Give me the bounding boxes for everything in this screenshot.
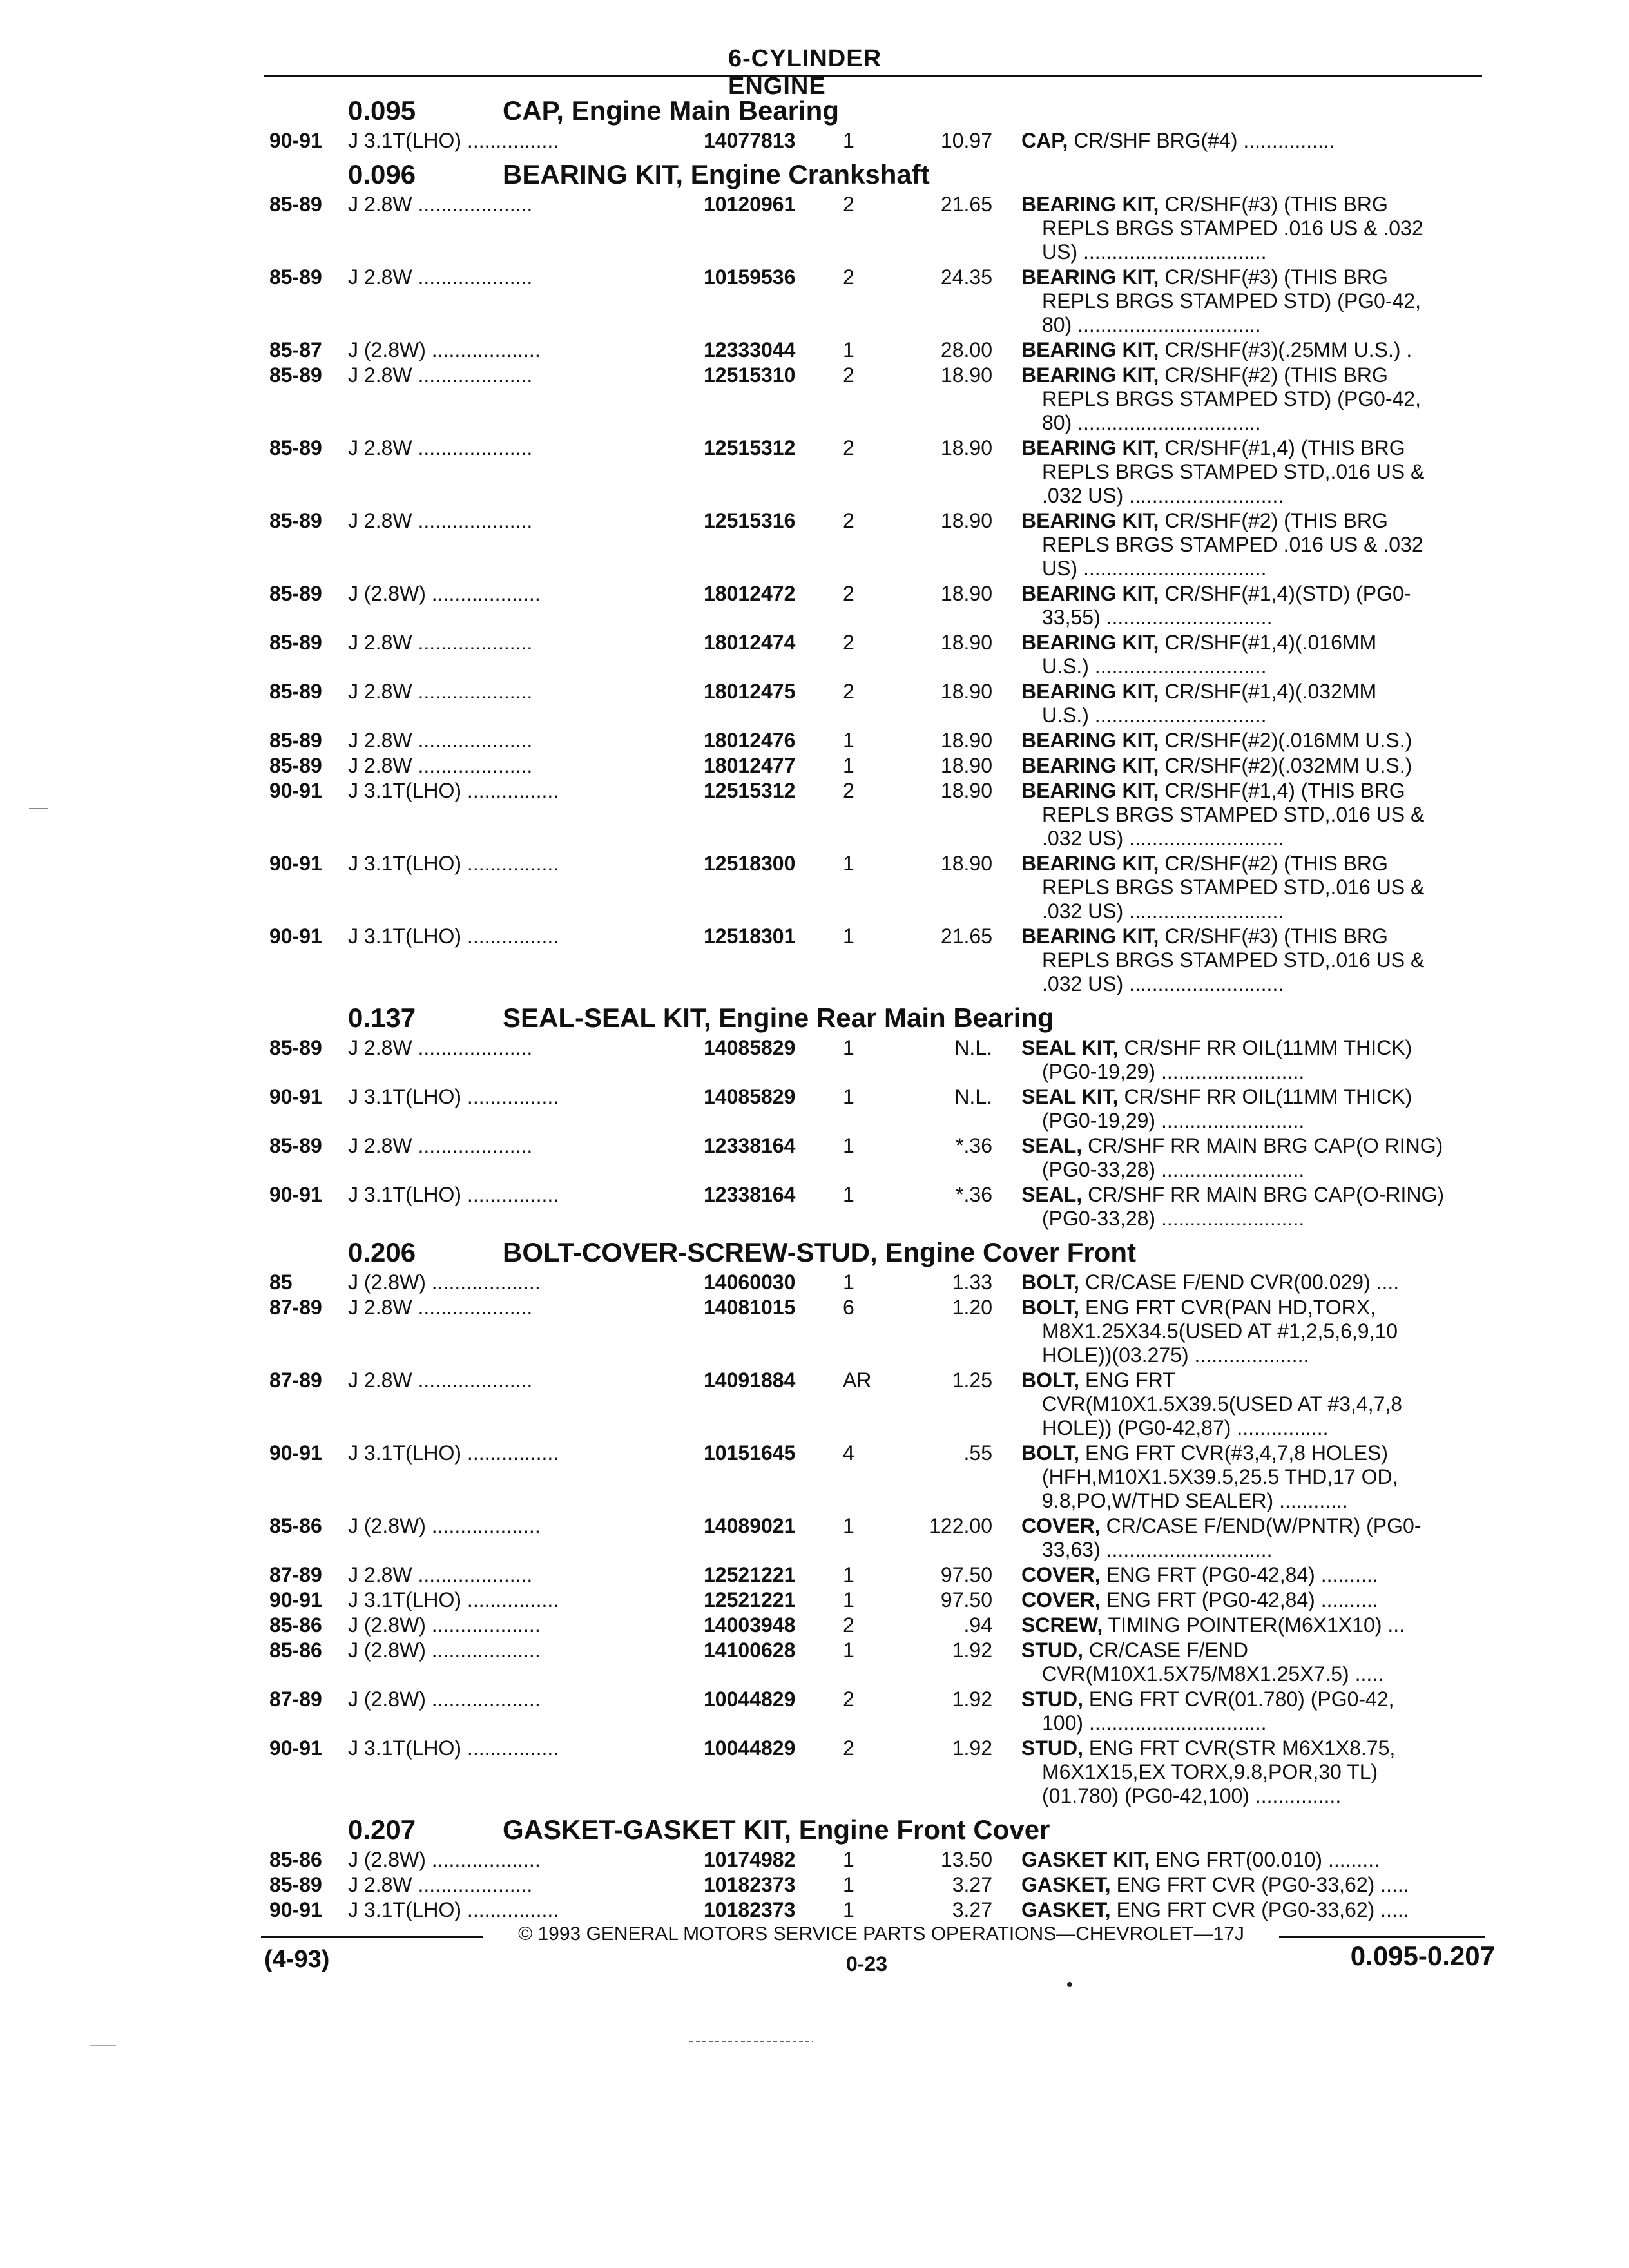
- part-number-cell: 18012475: [704, 680, 796, 703]
- part-number-cell: 12521221: [704, 1588, 796, 1611]
- quantity-cell: 1: [843, 338, 854, 361]
- description-part-name: SEAL,: [1021, 1134, 1083, 1157]
- description-text: ENG FRT CVR(STR M6X1X8.75,: [1083, 1736, 1396, 1760]
- description-text: HOLE))(03.275) ....................: [1042, 1343, 1309, 1367]
- model-cell: J 3.1T(LHO) ................: [348, 1085, 559, 1108]
- quantity-cell: 2: [843, 680, 854, 703]
- price-cell: 1.20: [952, 1296, 992, 1319]
- part-number-cell: 10044829: [704, 1736, 796, 1760]
- price-cell: 21.65: [940, 925, 992, 948]
- description-text: CR/SHF(#2)(.016MM U.S.): [1159, 729, 1412, 752]
- part-number-cell: 10120961: [704, 193, 796, 216]
- years-cell: 85-86: [269, 1613, 322, 1637]
- description-text: CR/SHF(#2)(.032MM U.S.): [1159, 754, 1412, 777]
- years-cell: 85-89: [269, 582, 322, 605]
- model-cell: J 2.8W ....................: [348, 265, 533, 289]
- description-part-name: SEAL,: [1021, 1183, 1083, 1206]
- description-part-name: BEARING KIT,: [1021, 729, 1159, 752]
- part-number-cell: 12515312: [704, 436, 796, 459]
- quantity-cell: 2: [843, 265, 854, 289]
- quantity-cell: 2: [843, 509, 854, 532]
- years-cell: 85: [269, 1271, 293, 1294]
- quantity-cell: 2: [843, 363, 854, 387]
- part-number-cell: 18012472: [704, 582, 796, 605]
- quantity-cell: 1: [843, 1873, 854, 1896]
- description-text: CR/SHF(#1,4)(.016MM: [1159, 631, 1377, 654]
- part-number-cell: 12518301: [704, 925, 796, 948]
- part-number-cell: 18012477: [704, 754, 796, 777]
- model-cell: J 2.8W ....................: [348, 631, 533, 654]
- description-text: ENG FRT CVR (PG0-33,62) .....: [1110, 1873, 1409, 1896]
- part-number-cell: 14091884: [704, 1369, 796, 1392]
- quantity-cell: 1: [843, 1848, 854, 1871]
- years-cell: 90-91: [269, 1085, 322, 1108]
- years-cell: 85-86: [269, 1848, 322, 1871]
- quantity-cell: 1: [843, 1514, 854, 1537]
- description-text: REPLS BRGS STAMPED STD) (PG0-42,: [1042, 289, 1421, 312]
- description-text: ENG FRT: [1079, 1369, 1175, 1392]
- model-cell: J 3.1T(LHO) ................: [348, 1183, 559, 1206]
- price-cell: 21.65: [940, 193, 992, 216]
- description-text: CR/SHF(#2) (THIS BRG: [1159, 852, 1388, 875]
- description-text: REPLS BRGS STAMPED .016 US & .032: [1042, 216, 1423, 240]
- model-cell: J 3.1T(LHO) ................: [348, 1736, 559, 1760]
- quantity-cell: 1: [843, 1036, 854, 1059]
- model-cell: J 2.8W ....................: [348, 193, 533, 216]
- description-part-name: BOLT,: [1021, 1441, 1080, 1465]
- part-number-cell: 10182373: [704, 1873, 796, 1896]
- description-text: REPLS BRGS STAMPED STD,.016 US &: [1042, 460, 1425, 483]
- description-part-name: BEARING KIT,: [1021, 363, 1159, 387]
- price-cell: 18.90: [940, 509, 992, 532]
- years-cell: 90-91: [269, 779, 322, 802]
- years-cell: 90-91: [269, 1588, 322, 1611]
- description-text: TIMING POINTER(M6X1X10) ...: [1103, 1613, 1405, 1637]
- description-part-name: COVER,: [1021, 1588, 1101, 1611]
- description-text: REPLS BRGS STAMPED STD,.016 US &: [1042, 803, 1425, 826]
- price-cell: 97.50: [940, 1563, 992, 1586]
- description-part-name: BEARING KIT,: [1021, 193, 1159, 216]
- price-cell: 10.97: [940, 129, 992, 152]
- years-cell: 85-89: [269, 509, 322, 532]
- description-text: US) ................................: [1042, 557, 1267, 580]
- description-text: CR/SHF(#1,4)(.032MM: [1159, 680, 1377, 703]
- description-text: CR/SHF(#2) (THIS BRG: [1159, 363, 1388, 387]
- description-part-name: BOLT,: [1021, 1296, 1080, 1319]
- model-cell: J 2.8W ....................: [348, 1369, 533, 1392]
- description-part-name: GASKET,: [1021, 1873, 1111, 1896]
- part-number-cell: 10151645: [704, 1441, 796, 1465]
- model-cell: J 2.8W ....................: [348, 1563, 533, 1586]
- model-cell: J 3.1T(LHO) ................: [348, 779, 559, 802]
- price-cell: 18.90: [940, 582, 992, 605]
- description-text: 33,63) .............................: [1042, 1538, 1273, 1561]
- years-cell: 90-91: [269, 1441, 322, 1465]
- price-cell: .94: [963, 1613, 992, 1637]
- description-text: CR/SHF(#3) (THIS BRG: [1159, 925, 1388, 948]
- years-cell: 90-91: [269, 1736, 322, 1760]
- price-cell: 18.90: [940, 779, 992, 802]
- description-text: M6X1X15,EX TORX,9.8,POR,30 TL): [1042, 1760, 1378, 1783]
- years-cell: 87-89: [269, 1296, 322, 1319]
- model-cell: J 2.8W ....................: [348, 436, 533, 459]
- years-cell: 85-89: [269, 265, 322, 289]
- quantity-cell: 2: [843, 631, 854, 654]
- description-part-name: BEARING KIT,: [1021, 509, 1159, 532]
- description-part-name: GASKET,: [1021, 1898, 1111, 1921]
- description-text: 80) ................................: [1042, 313, 1261, 336]
- description-part-name: CAP,: [1021, 129, 1068, 152]
- description-text: (PG0-33,28) .........................: [1042, 1207, 1305, 1230]
- description-text: 9.8,PO,W/THD SEALER) ............: [1042, 1489, 1348, 1512]
- section-title: SEAL-SEAL KIT, Engine Rear Main Bearing: [503, 1003, 1054, 1033]
- description-text: .032 US) ...........................: [1042, 484, 1284, 507]
- description-part-name: BEARING KIT,: [1021, 754, 1159, 777]
- model-cell: J (2.8W) ...................: [348, 1613, 541, 1637]
- part-number-cell: 12338164: [704, 1183, 796, 1206]
- description-text: CR/CASE F/END(W/PNTR) (PG0-: [1100, 1514, 1422, 1537]
- model-cell: J 2.8W ....................: [348, 729, 533, 752]
- quantity-cell: 2: [843, 436, 854, 459]
- description-text: CR/SHF(#2) (THIS BRG: [1159, 509, 1388, 532]
- price-cell: 18.90: [940, 729, 992, 752]
- description-text: .032 US) ...........................: [1042, 899, 1284, 923]
- description-text: CR/SHF(#3) (THIS BRG: [1159, 265, 1388, 289]
- part-number-cell: 12521221: [704, 1563, 796, 1586]
- part-number-cell: 12515312: [704, 779, 796, 802]
- description-part-name: SEAL KIT,: [1021, 1085, 1119, 1108]
- part-number-cell: 18012474: [704, 631, 796, 654]
- section-code: 0.207: [348, 1814, 416, 1845]
- description-part-name: BEARING KIT,: [1021, 925, 1159, 948]
- quantity-cell: 2: [843, 1687, 854, 1711]
- quantity-cell: 1: [843, 1085, 854, 1108]
- model-cell: J 3.1T(LHO) ................: [348, 852, 559, 875]
- description-part-name: STUD,: [1021, 1736, 1083, 1760]
- part-number-cell: 14081015: [704, 1296, 796, 1319]
- description-part-name: BOLT,: [1021, 1369, 1080, 1392]
- model-cell: J (2.8W) ...................: [348, 1687, 541, 1711]
- section-code: 0.137: [348, 1003, 416, 1033]
- description-part-name: BEARING KIT,: [1021, 265, 1159, 289]
- description-text: (PG0-19,29) .........................: [1042, 1109, 1305, 1132]
- description-text: US) ................................: [1042, 240, 1267, 264]
- description-text: ENG FRT CVR(01.780) (PG0-42,: [1083, 1687, 1394, 1711]
- quantity-cell: 4: [843, 1441, 854, 1465]
- price-cell: 28.00: [940, 338, 992, 361]
- years-cell: 87-89: [269, 1563, 322, 1586]
- footer-copyright: © 1993 GENERAL MOTORS SERVICE PARTS OPERATIONS—CHEVROLET—17J: [518, 1923, 1244, 1945]
- price-cell: 18.90: [940, 631, 992, 654]
- description-text: U.S.) ..............................: [1042, 704, 1267, 727]
- years-cell: 85-89: [269, 680, 322, 703]
- model-cell: J 3.1T(LHO) ................: [348, 1898, 559, 1921]
- footer-page-number: 0-23: [845, 1952, 888, 1975]
- model-cell: J 2.8W ....................: [348, 1036, 533, 1059]
- quantity-cell: 2: [843, 582, 854, 605]
- page-header-title: 6-CYLINDER ENGINE: [728, 45, 882, 100]
- description-text: ENG FRT CVR(PAN HD,TORX,: [1079, 1296, 1376, 1319]
- description-text: ENG FRT CVR (PG0-33,62) .....: [1110, 1898, 1409, 1921]
- years-cell: 90-91: [269, 1898, 322, 1921]
- model-cell: J 3.1T(LHO) ................: [348, 925, 559, 948]
- part-number-cell: 12518300: [704, 852, 796, 875]
- quantity-cell: 1: [843, 1134, 854, 1157]
- years-cell: 85-89: [269, 754, 322, 777]
- quantity-cell: 1: [843, 852, 854, 875]
- price-cell: 3.27: [952, 1873, 992, 1896]
- quantity-cell: 2: [843, 779, 854, 802]
- description-text: M8X1.25X34.5(USED AT #1,2,5,6,9,10: [1042, 1320, 1398, 1343]
- quantity-cell: 2: [843, 1736, 854, 1760]
- description-text: CR/SHF(#1,4) (THIS BRG: [1159, 779, 1405, 802]
- price-cell: 1.25: [952, 1369, 992, 1392]
- description-part-name: BOLT,: [1021, 1271, 1080, 1294]
- part-number-cell: 10174982: [704, 1848, 796, 1871]
- description-part-name: COVER,: [1021, 1514, 1101, 1537]
- model-cell: J 2.8W ....................: [348, 509, 533, 532]
- model-cell: J (2.8W) ...................: [348, 582, 541, 605]
- description-text: ENG FRT CVR(#3,4,7,8 HOLES): [1079, 1441, 1389, 1465]
- model-cell: J 2.8W ....................: [348, 363, 533, 387]
- section-code: 0.096: [348, 159, 416, 189]
- years-cell: 90-91: [269, 925, 322, 948]
- model-cell: J 2.8W ....................: [348, 1873, 533, 1896]
- price-cell: 18.90: [940, 363, 992, 387]
- price-cell: 1.92: [952, 1687, 992, 1711]
- model-cell: J 3.1T(LHO) ................: [348, 1441, 559, 1465]
- description-text: HOLE)) (PG0-42,87) ................: [1042, 1416, 1329, 1439]
- footer-code-range: 0.095-0.207: [1350, 1941, 1495, 1971]
- description-text: CR/SHF RR OIL(11MM THICK): [1118, 1085, 1412, 1108]
- part-number-cell: 12515316: [704, 509, 796, 532]
- footer-date: (4-93): [264, 1946, 330, 1973]
- description-text: (HFH,M10X1.5X39.5,25.5 THD,17 OD,: [1042, 1465, 1398, 1488]
- description-text: 33,55) .............................: [1042, 606, 1273, 629]
- model-cell: J 3.1T(LHO) ................: [348, 129, 559, 152]
- description-part-name: BEARING KIT,: [1021, 582, 1159, 605]
- quantity-cell: 1: [843, 729, 854, 752]
- price-cell: 1.33: [952, 1271, 992, 1294]
- price-cell: *.36: [956, 1134, 992, 1157]
- price-cell: 122.00: [929, 1514, 992, 1537]
- years-cell: 87-89: [269, 1369, 322, 1392]
- part-number-cell: 14085829: [704, 1036, 796, 1059]
- years-cell: 85-89: [269, 193, 322, 216]
- description-part-name: GASKET KIT,: [1021, 1848, 1150, 1871]
- section-code: 0.095: [348, 95, 416, 126]
- quantity-cell: 6: [843, 1296, 854, 1319]
- quantity-cell: 2: [843, 1613, 854, 1637]
- description-text: REPLS BRGS STAMPED STD,.016 US &: [1042, 876, 1425, 899]
- description-text: U.S.) ..............................: [1042, 655, 1267, 678]
- years-cell: 87-89: [269, 1687, 322, 1711]
- years-cell: 85-89: [269, 436, 322, 459]
- description-text: .032 US) ...........................: [1042, 827, 1284, 850]
- price-cell: 97.50: [940, 1588, 992, 1611]
- model-cell: J (2.8W) ...................: [348, 1514, 541, 1537]
- description-part-name: COVER,: [1021, 1563, 1101, 1586]
- quantity-cell: AR: [843, 1369, 872, 1392]
- quantity-cell: 1: [843, 1639, 854, 1662]
- price-cell: 1.92: [952, 1736, 992, 1760]
- model-cell: J (2.8W) ...................: [348, 1639, 541, 1662]
- model-cell: J 3.1T(LHO) ................: [348, 1588, 559, 1611]
- part-number-cell: 14077813: [704, 129, 796, 152]
- description-part-name: SEAL KIT,: [1021, 1036, 1119, 1059]
- quantity-cell: 1: [843, 1271, 854, 1294]
- years-cell: 85-89: [269, 1134, 322, 1157]
- quantity-cell: 2: [843, 193, 854, 216]
- description-text: ENG FRT (PG0-42,84) ..........: [1100, 1563, 1378, 1586]
- years-cell: 85-87: [269, 338, 322, 361]
- quantity-cell: 1: [843, 754, 854, 777]
- price-cell: 24.35: [940, 265, 992, 289]
- description-part-name: BEARING KIT,: [1021, 436, 1159, 459]
- years-cell: 90-91: [269, 1183, 322, 1206]
- quantity-cell: 1: [843, 925, 854, 948]
- part-number-cell: 14100628: [704, 1639, 796, 1662]
- description-text: CR/CASE F/END CVR(00.029) ....: [1079, 1271, 1400, 1294]
- description-text: (PG0-33,28) .........................: [1042, 1158, 1305, 1181]
- description-text: CR/SHF(#1,4) (THIS BRG: [1159, 436, 1405, 459]
- price-cell: *.36: [956, 1183, 992, 1206]
- part-number-cell: 10044829: [704, 1687, 796, 1711]
- model-cell: J 2.8W ....................: [348, 1134, 533, 1157]
- years-cell: 85-89: [269, 1036, 322, 1059]
- section-title: BOLT-COVER-SCREW-STUD, Engine Cover Front: [503, 1237, 1137, 1267]
- description-text: ENG FRT (PG0-42,84) ..........: [1100, 1588, 1378, 1611]
- description-text: CR/SHF(#3)(.25MM U.S.) .: [1159, 338, 1412, 361]
- description-text: .032 US) ...........................: [1042, 972, 1284, 995]
- description-text: ENG FRT(00.010) .........: [1150, 1848, 1380, 1871]
- description-text: CR/CASE F/END: [1083, 1639, 1249, 1662]
- description-text: 80) ................................: [1042, 411, 1261, 434]
- description-text: CR/SHF BRG(#4) ................: [1068, 129, 1335, 152]
- description-text: REPLS BRGS STAMPED STD,.016 US &: [1042, 948, 1425, 972]
- model-cell: J (2.8W) ...................: [348, 338, 541, 361]
- description-text: CR/SHF(#3) (THIS BRG: [1159, 193, 1388, 216]
- description-text: 100) ...............................: [1042, 1711, 1267, 1735]
- section-title: CAP, Engine Main Bearing: [503, 95, 839, 126]
- description-text: CR/SHF(#1,4)(STD) (PG0-: [1159, 582, 1411, 605]
- quantity-cell: 1: [843, 1183, 854, 1206]
- years-cell: 85-86: [269, 1639, 322, 1662]
- description-text: CR/SHF RR MAIN BRG CAP(O RING): [1082, 1134, 1443, 1157]
- description-text: CVR(M10X1.5X75/M8X1.25X7.5) .....: [1042, 1662, 1384, 1686]
- years-cell: 85-89: [269, 729, 322, 752]
- price-cell: 18.90: [940, 852, 992, 875]
- section-title: BEARING KIT, Engine Crankshaft: [503, 159, 930, 189]
- years-cell: 85-89: [269, 1873, 322, 1896]
- years-cell: 85-86: [269, 1514, 322, 1537]
- quantity-cell: 1: [843, 1563, 854, 1586]
- price-cell: 1.92: [952, 1639, 992, 1662]
- price-cell: 13.50: [940, 1848, 992, 1871]
- price-cell: 18.90: [940, 680, 992, 703]
- description-text: (01.780) (PG0-42,100) ...............: [1042, 1784, 1342, 1807]
- price-cell: 18.90: [940, 754, 992, 777]
- model-cell: J 2.8W ....................: [348, 754, 533, 777]
- model-cell: J 2.8W ....................: [348, 1296, 533, 1319]
- part-number-cell: 14089021: [704, 1514, 796, 1537]
- description-part-name: SCREW,: [1021, 1613, 1103, 1637]
- description-text: CR/SHF RR OIL(11MM THICK): [1118, 1036, 1412, 1059]
- description-part-name: BEARING KIT,: [1021, 852, 1159, 875]
- model-cell: J (2.8W) ...................: [348, 1848, 541, 1871]
- price-cell: .55: [963, 1441, 992, 1465]
- description-part-name: BEARING KIT,: [1021, 680, 1159, 703]
- part-number-cell: 12515310: [704, 363, 796, 387]
- part-number-cell: 14085829: [704, 1085, 796, 1108]
- quantity-cell: 1: [843, 129, 854, 152]
- description-part-name: BEARING KIT,: [1021, 779, 1159, 802]
- section-code: 0.206: [348, 1237, 416, 1267]
- part-number-cell: 10159536: [704, 265, 796, 289]
- model-cell: J 2.8W ....................: [348, 680, 533, 703]
- quantity-cell: 1: [843, 1588, 854, 1611]
- part-number-cell: 14003948: [704, 1613, 796, 1637]
- part-number-cell: 12338164: [704, 1134, 796, 1157]
- description-part-name: BEARING KIT,: [1021, 631, 1159, 654]
- description-text: CVR(M10X1.5X39.5(USED AT #3,4,7,8: [1042, 1392, 1403, 1416]
- description-text: CR/SHF RR MAIN BRG CAP(O-RING): [1082, 1183, 1445, 1206]
- price-cell: 3.27: [952, 1898, 992, 1921]
- price-cell: N.L.: [954, 1036, 992, 1059]
- description-part-name: BEARING KIT,: [1021, 338, 1159, 361]
- part-number-cell: 18012476: [704, 729, 796, 752]
- model-cell: J (2.8W) ...................: [348, 1271, 541, 1294]
- years-cell: 85-89: [269, 631, 322, 654]
- years-cell: 90-91: [269, 129, 322, 152]
- years-cell: 85-89: [269, 363, 322, 387]
- description-part-name: STUD,: [1021, 1639, 1083, 1662]
- description-part-name: STUD,: [1021, 1687, 1083, 1711]
- description-text: (PG0-19,29) .........................: [1042, 1060, 1305, 1083]
- years-cell: 90-91: [269, 852, 322, 875]
- section-title: GASKET-GASKET KIT, Engine Front Cover: [503, 1814, 1050, 1845]
- description-text: REPLS BRGS STAMPED STD) (PG0-42,: [1042, 387, 1421, 410]
- quantity-cell: 1: [843, 1898, 854, 1921]
- part-number-cell: 12333044: [704, 338, 796, 361]
- price-cell: 18.90: [940, 436, 992, 459]
- part-number-cell: 14060030: [704, 1271, 796, 1294]
- part-number-cell: 10182373: [704, 1898, 796, 1921]
- description-text: REPLS BRGS STAMPED .016 US & .032: [1042, 533, 1423, 556]
- price-cell: N.L.: [954, 1085, 992, 1108]
